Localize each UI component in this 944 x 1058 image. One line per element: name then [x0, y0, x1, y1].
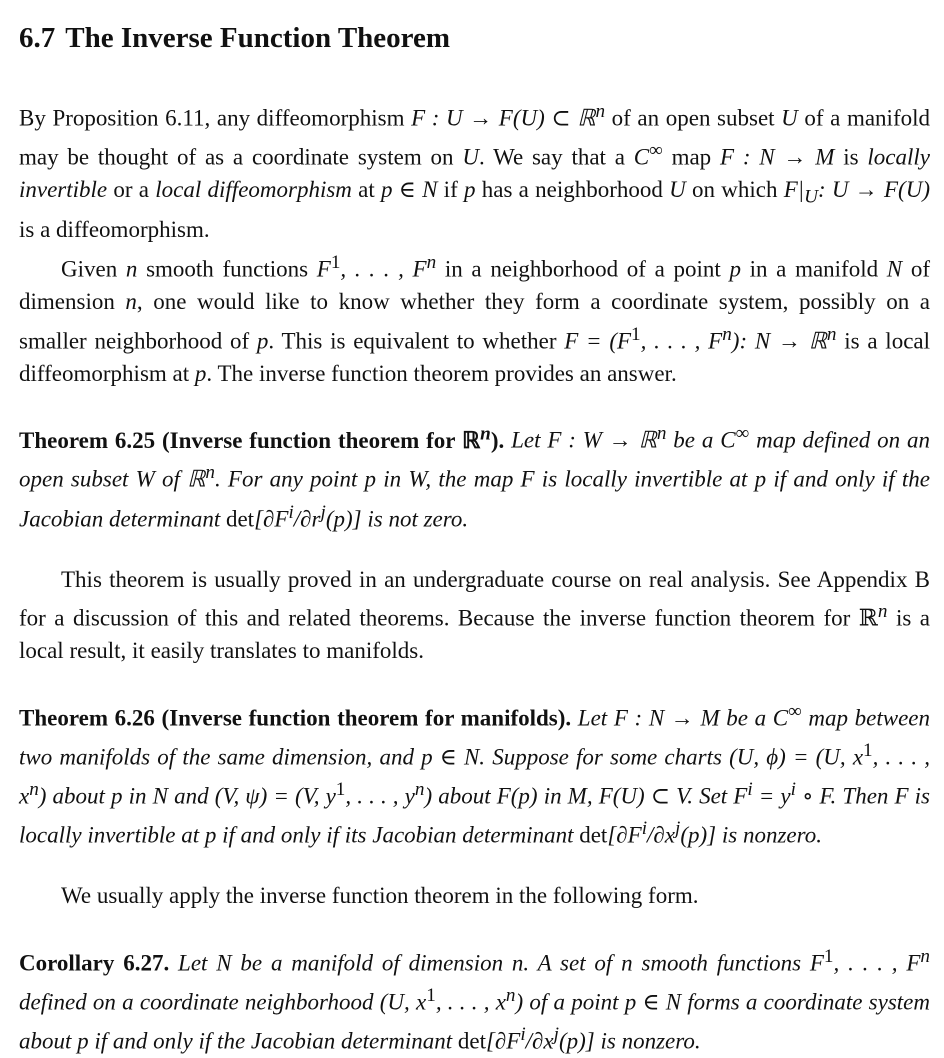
theorem-run: = y: [752, 783, 791, 809]
paragraph-usage: [19, 880, 930, 913]
text-run: of dimension: [19, 256, 930, 315]
theorem-run: /∂r: [293, 506, 321, 532]
text-run: if: [437, 177, 464, 203]
math-run: ℝ: [858, 605, 878, 631]
theorem-run: [∂F: [607, 822, 642, 848]
math-superscript: ∞: [788, 700, 802, 722]
theorem-run: (p)]: [325, 506, 362, 532]
math-superscript: ∞: [735, 423, 750, 445]
theorem-run: [∂F: [254, 506, 289, 532]
math-run: : U → F(U): [817, 177, 930, 203]
math-run: p: [256, 328, 269, 354]
math-run: N: [886, 256, 903, 282]
text-run: on which: [685, 177, 784, 203]
paragraph-real-analysis: [19, 564, 930, 668]
math-run: p: [463, 177, 476, 203]
math-run: ): N → ℝ: [731, 328, 827, 354]
theorem-run: Let N be a manifold of dimension n. A set of n smooth functions F: [169, 950, 824, 976]
math-superscript: ∞: [649, 140, 663, 162]
math-superscript: n: [722, 323, 732, 345]
theorem-run: ) of a point p ∈ N forms a coordinate system about p if and only if the Jacobian determinant: [19, 989, 930, 1054]
text-run: or a: [107, 177, 156, 203]
theorem-run: , . . . , y: [345, 783, 415, 809]
text-run: . We say that a: [478, 144, 634, 170]
math-superscript: n: [595, 101, 606, 122]
math-superscript: n: [205, 462, 215, 484]
section-heading: [19, 18, 930, 58]
theorem-run: /∂x: [647, 822, 675, 848]
det-operator: det: [225, 506, 255, 532]
theorem-run: is not zero.: [361, 506, 469, 532]
math-superscript: j: [553, 1024, 559, 1046]
math-superscript: n: [920, 945, 930, 967]
text-run: in a manifold: [740, 256, 887, 282]
text-run: at: [351, 177, 382, 203]
math-run: U: [462, 144, 479, 170]
text-run: of a manifold may be thought of as a coordinate system on: [19, 105, 930, 170]
section-title: The Inverse Function Theorem: [65, 22, 451, 54]
heading-superscript: n: [480, 423, 491, 445]
math-run: F = (F: [564, 328, 632, 354]
math-superscript: j: [320, 501, 326, 523]
theorem-run: Let F : W → ℝ: [504, 427, 657, 453]
math-run: C: [633, 144, 650, 170]
math-run: F : N → M: [719, 144, 835, 170]
theorem-run: (p)]: [680, 822, 717, 848]
theorem-run: is nonzero.: [716, 822, 822, 848]
math-run: F|: [783, 177, 805, 203]
theorem-run: ) about p in N and (V, ψ) = (V, y: [38, 783, 336, 809]
text-run: This theorem is usually proved in an undergraduate course on real analysis. See Appendix B for a discussion of this and related theorems. Because the inverse function theorem for: [19, 566, 930, 631]
theorem-run: map between two manifolds of the same dimension, and p ∈ N. Suppose for some charts (U, ϕ) = (U, x: [19, 705, 930, 770]
text-run: is a diffeomorphism.: [19, 217, 210, 243]
defined-term: locally invertible: [19, 144, 930, 203]
math-run: p: [194, 360, 207, 386]
math-superscript: 1: [863, 740, 873, 761]
math-superscript: n: [29, 779, 39, 801]
math-superscript: n: [656, 423, 667, 445]
theorem-run: ∘ F. Then F is locally invertible at p if and only if its Jacobian determinant: [19, 783, 930, 848]
math-superscript: i: [747, 779, 753, 801]
paragraph-smooth-functions: [19, 247, 930, 390]
det-operator: det: [457, 1028, 486, 1054]
math-superscript: 1: [426, 985, 436, 1007]
text-run: , one would like to know whether they form a coordinate system, possibly on a smaller neighborhood of: [19, 289, 930, 354]
math-superscript: 1: [330, 251, 341, 273]
math-superscript: i: [520, 1024, 526, 1046]
theorem-run: . For any point p in W, the map F is locally invertible at p if and only if the Jacobian determinant: [19, 467, 930, 532]
theorem-6-26: [19, 696, 930, 853]
text-run: is a local result, it easily translates to manifolds.: [19, 605, 930, 664]
text-run: . The inverse function theorem provides an answer.: [206, 360, 677, 386]
math-run: F : U → F(U) ⊂ ℝ: [411, 105, 596, 131]
math-run: U: [669, 177, 686, 203]
math-run: U: [781, 105, 798, 131]
section-number: 6.7: [19, 22, 56, 54]
heading-run: Theorem 6.25 (Inverse function theorem for ℝ: [19, 427, 481, 453]
theorem-run: (p)]: [558, 1028, 595, 1054]
theorem-run: be a C: [666, 427, 736, 453]
math-superscript: i: [790, 779, 796, 801]
math-superscript: i: [641, 818, 648, 840]
text-run: of an open subset: [605, 105, 782, 131]
math-superscript: n: [826, 323, 837, 345]
text-run: map: [662, 144, 720, 170]
math-superscript: n: [877, 601, 888, 623]
text-run: has a neighborhood: [475, 177, 670, 203]
theorem-run: map defined on an open subset W of ℝ: [19, 427, 930, 493]
math-subscript: U: [804, 186, 818, 208]
math-superscript: 1: [335, 779, 346, 801]
defined-term: local diffeomorphism: [155, 177, 352, 203]
text-run: is a local diffeomorphism at: [19, 328, 931, 386]
corollary-6-27: [19, 941, 930, 1058]
math-run: n: [125, 289, 137, 315]
math-run: , . . . , F: [340, 256, 427, 282]
heading-run: ).: [490, 427, 505, 453]
text-run: is: [834, 144, 868, 170]
paragraph-diffeomorphism-intro: [19, 96, 930, 247]
math-superscript: j: [675, 818, 681, 840]
theorem-run: defined on a coordinate neighborhood (U, x: [19, 989, 427, 1015]
math-superscript: 1: [823, 945, 834, 967]
theorem-run: , . . . , x: [435, 989, 506, 1015]
theorem-run: , . . . , x: [19, 744, 930, 809]
math-run: n: [125, 256, 138, 282]
corollary-6-27-heading: Corollary 6.27.: [19, 950, 170, 976]
theorem-6-25-heading: [19, 423, 505, 453]
text-run: By Proposition 6.11, any diffeomorphism: [19, 105, 412, 131]
math-superscript: i: [288, 501, 294, 523]
det-operator: det: [579, 822, 608, 848]
math-run: p: [729, 256, 741, 282]
text-run: smooth functions: [137, 256, 317, 282]
theorem-6-25: [19, 418, 930, 535]
math-run: F: [316, 256, 331, 282]
text-run: We usually apply the inverse function theorem in the following form.: [61, 883, 699, 909]
theorem-run: is nonzero.: [594, 1028, 701, 1054]
theorem-run: [∂F: [485, 1028, 521, 1054]
theorem-run: /∂x: [525, 1028, 554, 1054]
theorem-run: ) about F(p) in M, F(U) ⊂ V. Set F: [424, 783, 748, 809]
text-run: in a neighborhood of a point: [436, 256, 730, 282]
math-superscript: 1: [631, 323, 641, 345]
theorem-6-26-heading: Theorem 6.26 (Inverse function theorem for manifolds).: [19, 705, 572, 731]
math-superscript: n: [505, 985, 516, 1007]
theorem-run: Let F : N → M be a C: [571, 705, 789, 731]
math-run: , . . . , F: [640, 328, 723, 354]
text-run: . This is equivalent to whether: [268, 328, 565, 354]
math-run: p ∈ N: [381, 177, 438, 203]
theorem-run: , . . . , F: [833, 950, 921, 976]
text-run: Given: [61, 256, 126, 282]
math-superscript: n: [426, 251, 437, 273]
math-superscript: n: [414, 779, 425, 801]
